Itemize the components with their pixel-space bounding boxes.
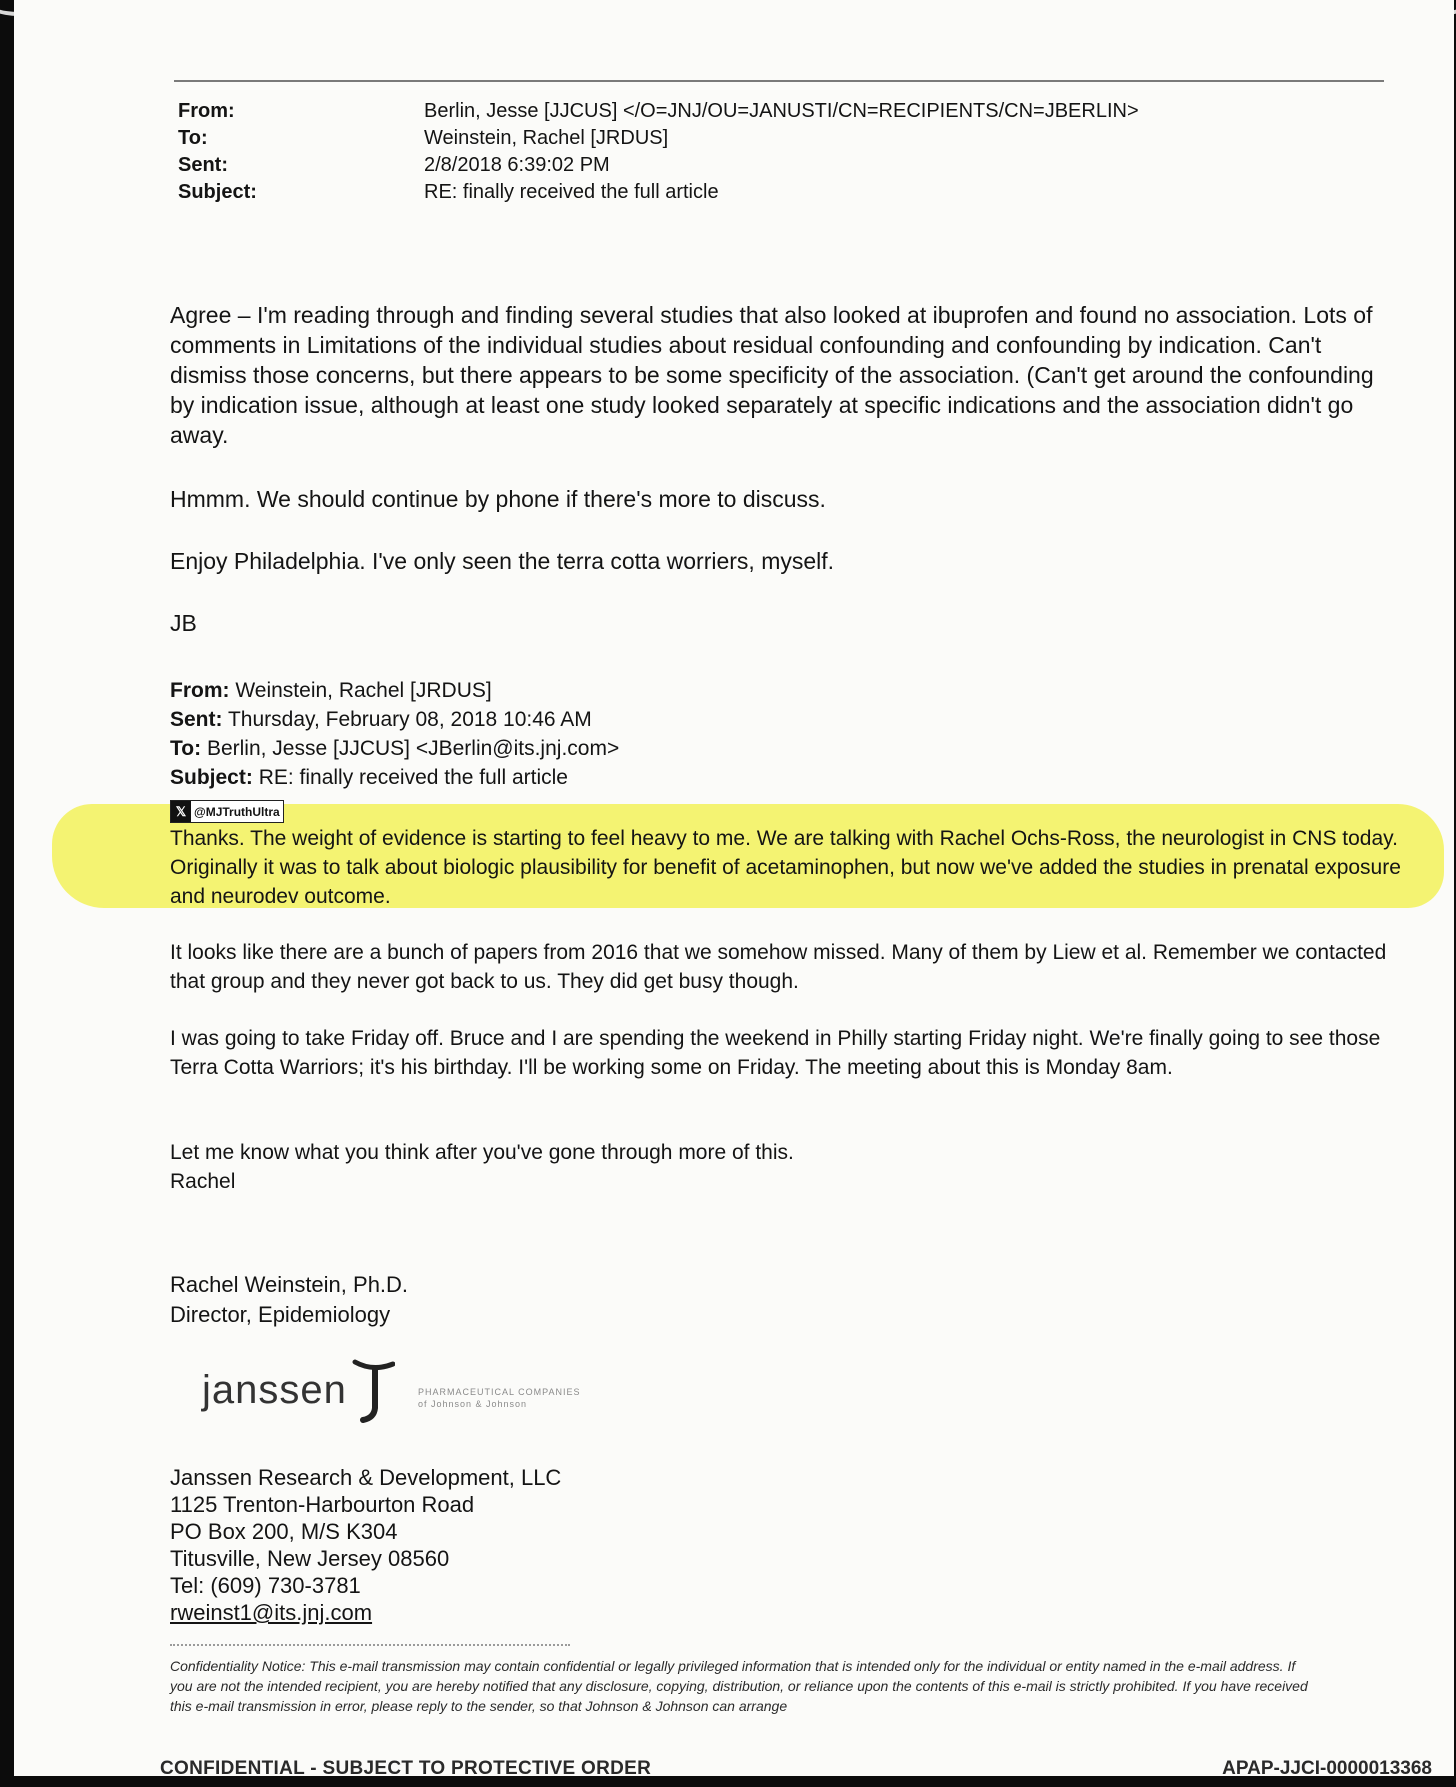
x-logo-icon: 𝕏 — [171, 801, 191, 822]
reply-signoff: JB — [170, 610, 197, 636]
footer-confidential: CONFIDENTIAL - SUBJECT TO PROTECTIVE ORDER — [160, 1758, 652, 1776]
forwarded-header — [170, 676, 619, 792]
forwarded-sent-label: Sent: — [170, 708, 223, 731]
header-sent-value: 2/8/2018 6:39:02 PM — [424, 154, 610, 176]
janssen-logo — [202, 1356, 395, 1424]
reply-paragraph-1: Agree – I'm reading through and finding several studies that also looked at ibuprofen and found no association. Lots of comments in Limitations of the individual studies about residual confounding and confounding by indication. Can't dismiss those concerns, but there appears to be some specificity of the association. (Can't get around the confounding by indication issue, although at least one study looked separately at specific indications and the association didn't go away. — [170, 302, 1374, 448]
forwarded-to-label: To: — [170, 737, 202, 760]
forwarded-from-value: Weinstein, Rachel [JRDUS] — [235, 679, 492, 702]
street-address: 1125 Trenton-Harbourton Road — [170, 1492, 475, 1517]
logo-tagline-line1: PHARMACEUTICAL COMPANIES — [418, 1387, 581, 1397]
company-name: Janssen Research & Development, LLC — [170, 1465, 562, 1490]
forwarded-subject-value: RE: finally received the full article — [258, 766, 568, 789]
forwarded-from-label: From: — [170, 679, 230, 702]
message-paragraph-3: I was going to take Friday off. Bruce and I are spending the weekend in Philly starting Friday night. We're finally going to see those Terra Cotta Warriors; it's his birthday. I'll be working some on Friday. The meeting about this is Monday 8am. — [170, 1027, 1381, 1079]
header-subject-value: RE: finally received the full article — [424, 181, 719, 203]
email-header — [178, 98, 1139, 206]
header-subject-row — [178, 179, 1139, 206]
header-from-label: From: — [178, 100, 235, 122]
message-paragraph-2: It looks like there are a bunch of papers from 2016 that we somehow missed. Many of them by Liew et al. Remember we contacted that group and they never got back to us. They did get busy though. — [170, 941, 1387, 993]
signature-name: Rachel Weinstein, Ph.D. — [170, 1272, 409, 1297]
message-paragraph-4 — [170, 1138, 1410, 1196]
reply-paragraph-3: Enjoy Philadelphia. I've only seen the terra cotta worriers, myself. — [170, 548, 835, 574]
address-block — [170, 1464, 561, 1626]
watermark-badge — [170, 800, 284, 823]
header-sent-row — [178, 152, 1139, 179]
forwarded-to-value: Berlin, Jesse [JJCUS] <JBerlin@its.jnj.com> — [206, 737, 620, 760]
janssen-wordmark: janssen — [202, 1367, 347, 1412]
city-state: Titusville, New Jersey 08560 — [170, 1546, 450, 1571]
po-box: PO Box 200, M/S K304 — [170, 1519, 398, 1544]
signature-title: Director, Epidemiology — [170, 1302, 391, 1327]
footer-bates-number: APAP-JJCI-0000013368 — [1222, 1758, 1432, 1776]
reply-paragraph-2: Hmmm. We should continue by phone if there's more to discuss. — [170, 486, 826, 512]
forwarded-sent-value: Thursday, February 08, 2018 10:46 AM — [227, 708, 592, 731]
telephone: Tel: (609) 730-3781 — [170, 1573, 361, 1598]
header-sent-label: Sent: — [178, 154, 228, 176]
confidentiality-notice: Confidentiality Notice: This e-mail transmission may contain confidential or legally privileged information that is intended only for the individual or entity named in the e-mail address. If you are not the intended recipient, you are hereby notified that any disclosure, copying, distribution, or reliance upon the contents of this e-mail is strictly prohibited. If you have received this e-mail transmission in error, please reply to the sender, so that Johnson & Johnson can arrange — [170, 1658, 1308, 1714]
highlighted-paragraph: Thanks. The weight of evidence is starting to feel heavy to me. We are talking with Rachel Ochs-Ross, the neurologist in CNS today. Originally it was to talk about biologic plausibility for benefit of acetaminophen, but now we've added the studies in prenatal exposure and neurodev outcome. — [170, 827, 1401, 908]
header-from-row — [178, 98, 1139, 125]
message-closing-line: Let me know what you think after you've gone through more of this. — [170, 1141, 794, 1164]
signature-block — [170, 1270, 408, 1330]
header-from-value: Berlin, Jesse [JJCUS] </O=JNJ/OU=JANUSTI/CN=RECIPIENTS/CN=JBERLIN> — [424, 100, 1139, 122]
forwarded-sent-row — [170, 705, 619, 734]
watermark-handle: @MJTruthUltra — [194, 804, 280, 819]
janssen-hook-icon — [351, 1356, 395, 1424]
forwarded-to-row — [170, 734, 619, 763]
email-link[interactable]: rweinst1@its.jnj.com — [170, 1600, 373, 1625]
header-to-label: To: — [178, 127, 208, 149]
forwarded-from-row — [170, 676, 619, 705]
header-to-row — [178, 125, 1139, 152]
forwarded-subject-label: Subject: — [170, 766, 253, 789]
header-to-value: Weinstein, Rachel [JRDUS] — [424, 127, 669, 149]
header-rule — [174, 80, 1384, 82]
forwarded-subject-row — [170, 763, 619, 792]
message-sender-name: Rachel — [170, 1170, 236, 1193]
dotted-divider — [170, 1644, 570, 1646]
document-page — [14, 0, 1454, 1776]
header-subject-label: Subject: — [178, 181, 257, 203]
logo-tagline — [418, 1386, 581, 1410]
logo-tagline-line2: of Johnson & Johnson — [418, 1399, 528, 1409]
